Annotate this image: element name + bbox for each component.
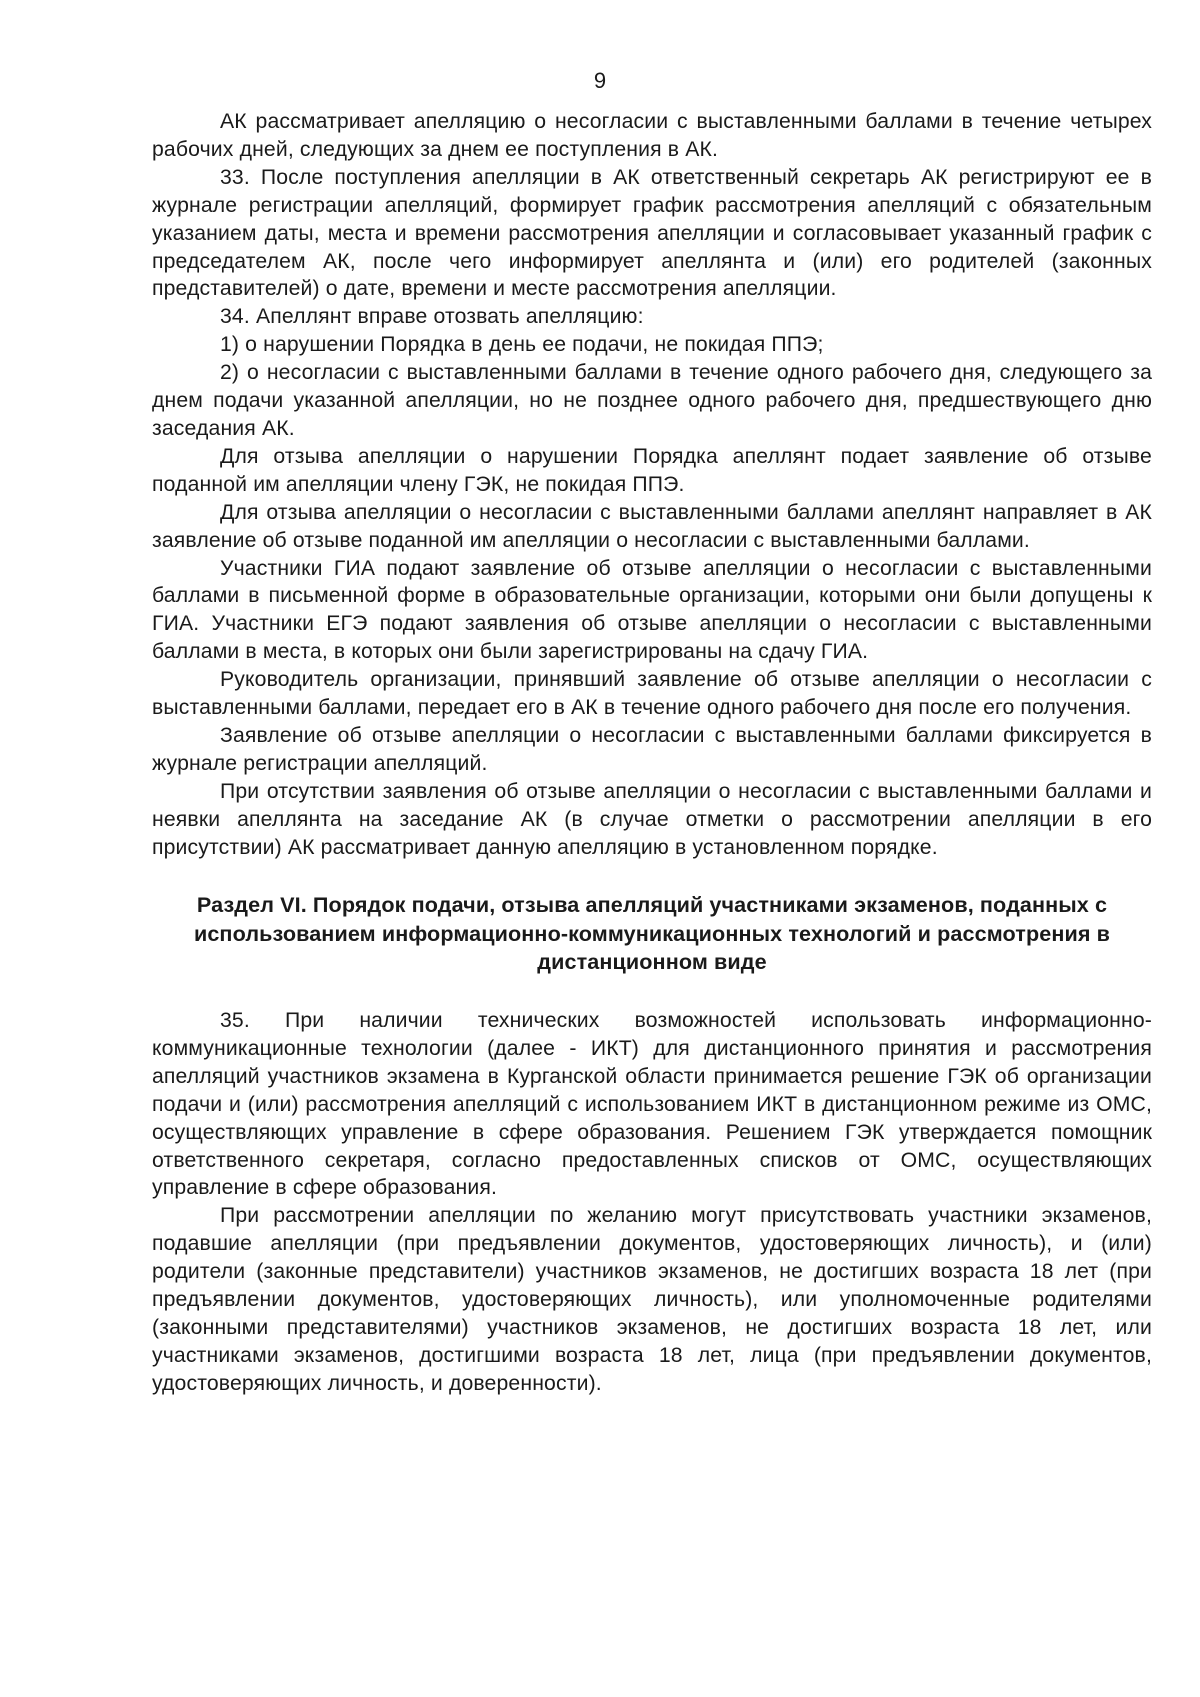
paragraph-withdraw-violation: Для отзыва апелляции о нарушении Порядка апеллянт подает заявление об отзыве поданной им апелляции члену ГЭК, не покидая ППЭ. (152, 444, 1152, 496)
paragraph-33-registration: 33. После поступления апелляции в АК ответственный секретарь АК регистрируют ее в журнале регистрации апелляций, формирует график рассмотрения апелляций с обязательным указанием даты, места и времени рассмотрения апелляции и согласовывает указанный график с председателем АК, после чего информирует апеллянта и (или) его родителей (законных представителей) о дате, времени и месте рассмотрения апелляции. (152, 165, 1152, 301)
section-vi-body (152, 1007, 1152, 1398)
list-item-2-score-disagreement: 2) о несогласии с выставленными баллами в течение одного рабочего дня, следующего за днем подачи указанной апелляции, но не позднее одного рабочего дня, предшествующего дню заседания АК. (152, 361, 1152, 440)
paragraph-journal-registration: Заявление об отзыве апелляции о несогласии с выставленными баллами фиксируется в журнале регистрации апелляций. (152, 723, 1152, 775)
paragraph-ak-review-term: АК рассматривает апелляцию о несогласии с выставленными баллами в течение четырех рабочих дней, следующих за днем ее поступления в АК. (152, 110, 1152, 161)
document-body (152, 108, 1152, 1398)
page-number: 9 (593, 68, 607, 93)
section-title: Раздел VI. Порядок подачи, отзыва апелляций участниками экзаменов, поданных с использованием информационно-коммуникационных технологий и рассмотрения в дистанционном виде (193, 892, 1111, 975)
paragraph-organization-head: Руководитель организации, принявший заявление об отзыве апелляции о несогласии с выставленными баллами, передает его в АК в течение одного рабочего дня после его получения. (152, 668, 1152, 720)
paragraph-withdraw-scores: Для отзыва апелляции о несогласии с выставленными баллами апеллянт направляет в АК заявление об отзыве поданной им апелляции о несогласии с выставленными баллами. (152, 500, 1152, 552)
paragraph-gia-participants: Участники ГИА подают заявление об отзыве апелляции о несогласии с выставленными баллами в письменной форме в образовательные организации, которыми они были допущены к ГИА. Участники ЕГЭ подают заявления об отзыве апелляции о несогласии с выставленными баллами в места, в которых они были зарегистрированы на сдачу ГИА. (152, 556, 1152, 664)
paragraph-34-withdraw: 34. Апеллянт вправе отозвать апелляцию: (220, 305, 644, 329)
paragraph-attendance: При рассмотрении апелляции по желанию могут присутствовать участники экзаменов, подавшие апелляции (при предъявлении документов, удостоверяющих личность), и (или) родители (законные представители) участников экзаменов, не достигших возраста 18 лет (при предъявлении документов, удостоверяющих личность), или уполномоченные родителями (законными представителями) участников экзаменов, не достигших возраста 18 лет, или участниками экзаменов, достигшими возраста 18 лет, лица (при предъявлении документов, удостоверяющих личность, и доверенности). (152, 1204, 1152, 1395)
paragraph-no-withdrawal: При отсутствии заявления об отзыве апелляции о несогласии с выставленными баллами и неявки апеллянта на заседание АК (в случае отметки о рассмотрении апелляции в его присутствии) АК рассматривает данную апелляцию в установленном порядке. (152, 779, 1152, 859)
paragraph-35-ict: 35. При наличии технических возможностей использовать информационно-коммуникационные технологии (далее - ИКТ) для дистанционного принятия и рассмотрения апелляций участников экзамена в Курганской области принимается решение ГЭК об организации подачи и (или) рассмотрения апелляций с использованием ИКТ в дистанционном режиме из ОМС, осуществляющих управление в сфере образования. Решением ГЭК утверждается помощник ответственного секретаря, согласно предоставленных списков от ОМС, осуществляющих управление в сфере образования. (152, 1008, 1152, 1200)
list-item-1-procedure-violation: 1) о нарушении Порядка в день ее подачи, не покидая ППЭ; (220, 333, 824, 357)
